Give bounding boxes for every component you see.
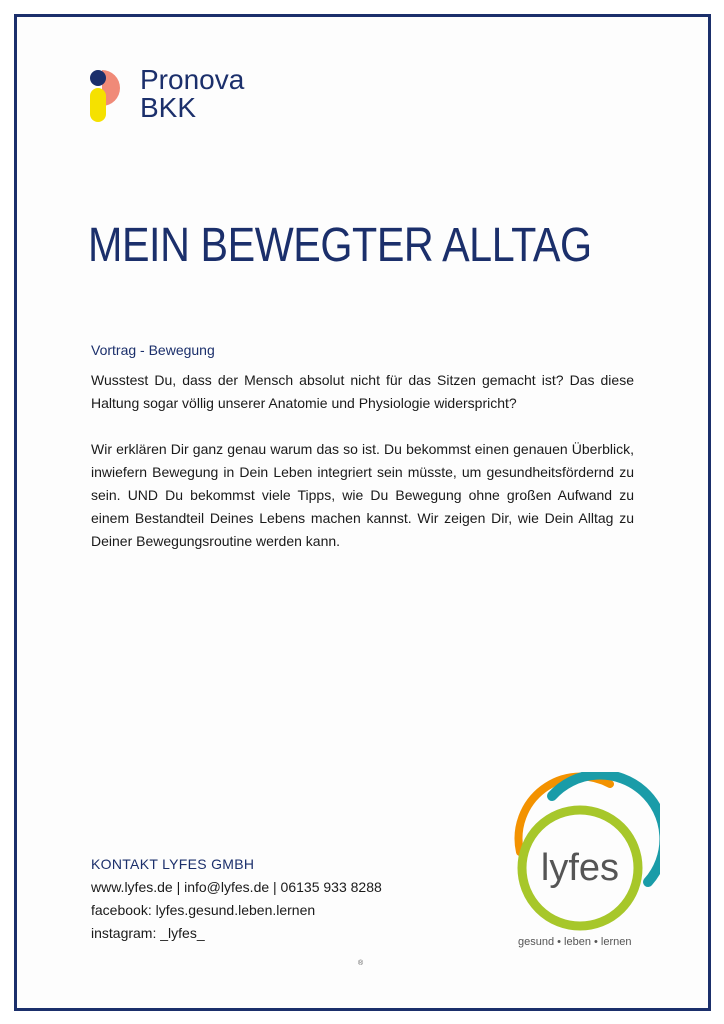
pronova-bkk-icon — [86, 66, 136, 126]
pronova-bkk-logo — [86, 66, 286, 126]
contact-line-instagram: instagram: _lyfes_ — [91, 925, 205, 941]
contact-heading: KONTAKT LYFES GMBH — [91, 856, 255, 872]
contact-line-web-email-phone: www.lyfes.de | info@lyfes.de | 06135 933 8288 — [91, 879, 382, 895]
paragraph: Wusstest Du, dass der Mensch absolut nicht für das Sitzen gemacht ist? Das diese Haltung sogar völlig unserer Anatomie und Physiologie widerspricht? — [91, 372, 634, 411]
logo-line-2: BKK — [140, 92, 197, 123]
logo-wordmark — [140, 66, 244, 122]
body-text — [91, 369, 634, 576]
lyfes-tagline: gesund • leben • lernen — [518, 936, 632, 948]
registered-mark: ® — [358, 960, 364, 967]
paragraph: Wir erklären Dir ganz genau warum das so ist. Du bekommst einen genauen Überblick, inwiefern Bewegung in Dein Leben integriert sein müsste, um gesundheitsfördernd zu sein. UND Du bekommst viele Tipps, wie Du Bewegung ohne großen Aufwand zu einem Bestandteil Deines Lebens machen kannst. Wir zeigen Dir, wie Dein Alltag zu Deiner Bewegungsroutine werden kann. — [91, 441, 634, 549]
lyfes-logo — [510, 772, 660, 956]
subtitle: Vortrag - Bewegung — [91, 342, 215, 358]
logo-line-1: Pronova — [140, 64, 245, 95]
contact-line-facebook: facebook: lyfes.gesund.leben.lernen — [91, 902, 316, 918]
lyfes-wordmark: lyfes — [540, 847, 620, 889]
page-title: MEIN BEWEGTER ALLTAG — [88, 219, 592, 272]
contact-block — [91, 853, 471, 945]
